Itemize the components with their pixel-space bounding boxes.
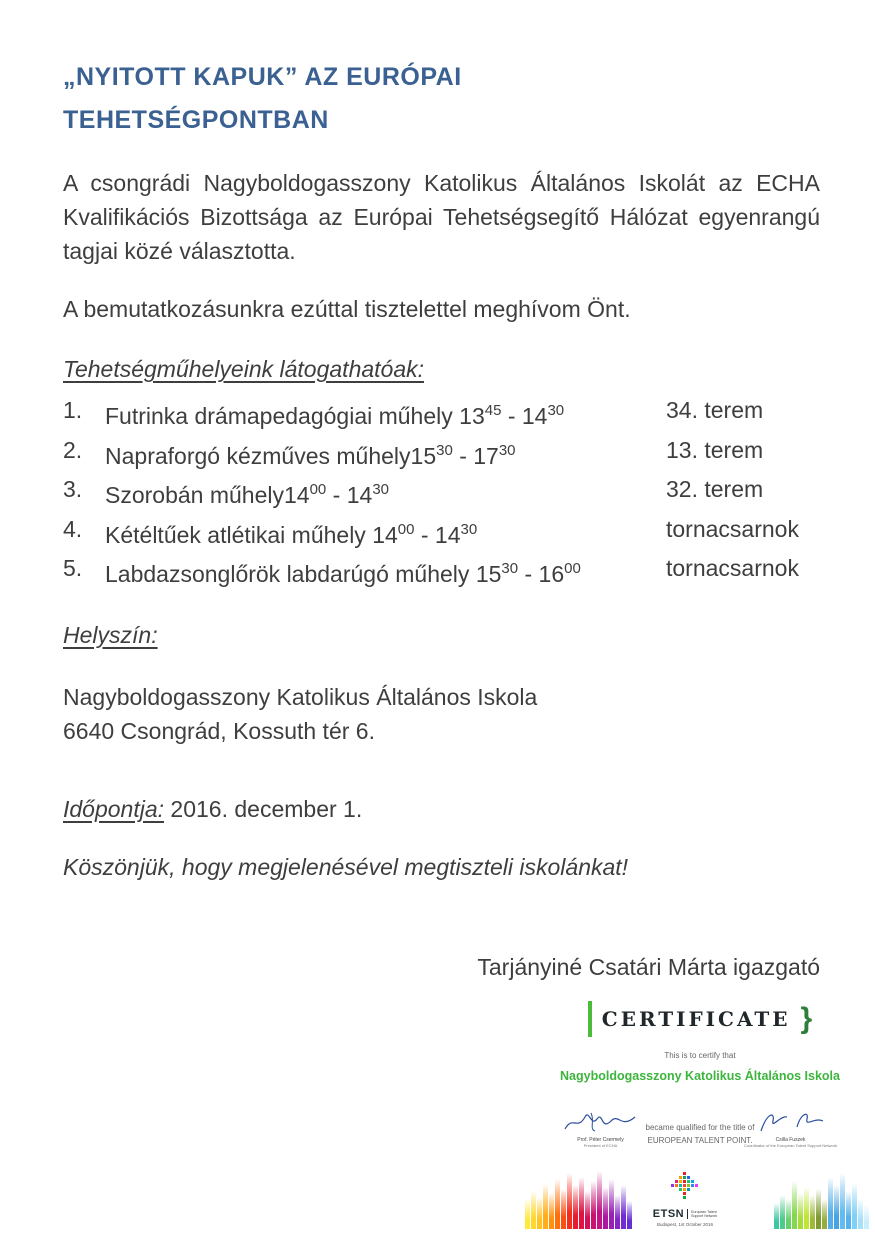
workshop-room: 13. terem bbox=[666, 436, 764, 463]
certificate-brace-icon: } bbox=[800, 1002, 813, 1035]
workshops-heading: Tehetségműhelyeink látogathatóak: bbox=[63, 356, 425, 382]
equalizer-bar bbox=[792, 1181, 797, 1229]
certificate-date-place: Budapest, 1st October 2016 bbox=[656, 1222, 714, 1227]
equalizer-bar bbox=[537, 1197, 542, 1229]
certificate-signature-right bbox=[723, 1105, 858, 1148]
document-title bbox=[63, 56, 820, 142]
workshop-list bbox=[63, 394, 820, 592]
workshop-description: Labdazsonglőrök labdarúgó műhely $15^{30} - 16^{00}$ bbox=[105, 560, 581, 587]
equalizer-bar bbox=[603, 1187, 608, 1229]
equalizer-bar bbox=[834, 1185, 839, 1229]
certificate-title: CERTIFICATE bbox=[601, 1007, 791, 1031]
etsn-logo-block bbox=[641, 1172, 729, 1227]
equalizer-bar bbox=[774, 1203, 779, 1229]
workshop-room: tornacsarnok bbox=[666, 555, 799, 581]
signature-right-name: Csilla Fuszek bbox=[775, 1137, 806, 1143]
equalizer-bar bbox=[852, 1183, 857, 1229]
location-school: Nagyboldogasszony Katolikus Általános Iskola bbox=[63, 683, 538, 710]
time-superscript: 45 bbox=[484, 402, 502, 419]
workshop-description: Szorobán $műhely14^{00} - 14^{30}$ bbox=[105, 481, 389, 508]
equalizer-bar bbox=[822, 1199, 827, 1229]
equalizer-bar bbox=[615, 1195, 620, 1229]
document-title-line2: TEHETSÉGPONTBAN bbox=[63, 106, 329, 134]
equalizer-right bbox=[774, 1173, 869, 1229]
certificate-certify-line: This is to certify that bbox=[664, 1051, 736, 1060]
certificate-title-awarded: EUROPEAN TALENT POINT. bbox=[647, 1136, 753, 1145]
equalizer-bar bbox=[555, 1179, 560, 1229]
equalizer-bar bbox=[585, 1191, 590, 1229]
time-superscript: 30 bbox=[501, 560, 519, 577]
workshop-row bbox=[63, 513, 820, 553]
workshop-number: 2. bbox=[63, 436, 83, 463]
document-content bbox=[63, 0, 820, 982]
equalizer-bar bbox=[567, 1173, 572, 1229]
time-superscript: 30 bbox=[547, 402, 565, 419]
signature-left-icon bbox=[561, 1105, 641, 1137]
etsn-wordmark-row bbox=[641, 1208, 729, 1220]
workshop-number: 5. bbox=[63, 555, 83, 581]
workshop-row bbox=[63, 394, 820, 434]
workshop-description: Napraforgó kézműves $műhely15^{30} - 17^{30}$ bbox=[105, 441, 516, 469]
workshop-room: tornacsarnok bbox=[666, 515, 799, 542]
thanks-line: Köszönjük, hogy megjelenésével megtiszteli iskolánkat! bbox=[63, 853, 629, 880]
event-date-value: 2016. december 1. bbox=[164, 795, 363, 822]
etsn-network-name: European Talent Support Network bbox=[691, 1209, 718, 1218]
location-address: 6640 Csongrád, Kossuth tér 6. bbox=[63, 717, 375, 744]
time-superscript: 00 bbox=[309, 481, 327, 498]
etsn-tree-icon bbox=[668, 1172, 702, 1202]
location-block bbox=[63, 680, 820, 748]
equalizer-bar bbox=[543, 1184, 548, 1229]
signature-right-icon bbox=[751, 1105, 831, 1137]
time-superscript: 30 bbox=[372, 481, 389, 498]
event-date-line bbox=[63, 794, 820, 824]
workshop-description: Kétéltűek atlétikai műhely $14^{00} - 14^{30}$ bbox=[105, 520, 478, 548]
equalizer-bar bbox=[864, 1205, 869, 1229]
equalizer-bar bbox=[786, 1199, 791, 1229]
workshop-row bbox=[63, 473, 820, 513]
equalizer-bar bbox=[591, 1181, 596, 1229]
time-superscript: 00 bbox=[564, 560, 581, 577]
certificate-image bbox=[525, 985, 875, 1233]
equalizer-bar bbox=[549, 1193, 554, 1229]
equalizer-bar bbox=[531, 1191, 536, 1229]
equalizer-bar bbox=[621, 1185, 626, 1229]
time-superscript: 30 bbox=[498, 441, 516, 459]
signature-left-role: President of ECHA bbox=[583, 1143, 618, 1148]
workshop-number: 4. bbox=[63, 515, 83, 542]
document-title-line1: „NYITOTT KAPUK” AZ EURÓPAI bbox=[63, 63, 462, 91]
equalizer-bar bbox=[846, 1191, 851, 1229]
equalizer-bar bbox=[525, 1199, 530, 1229]
workshop-room: 32. terem bbox=[666, 476, 764, 502]
event-date-heading: Időpontja: bbox=[63, 795, 165, 822]
time-superscript: 30 bbox=[436, 441, 453, 459]
etsn-wordmark: ETSN bbox=[652, 1208, 685, 1220]
certificate-qualified-line: became qualified for the title of bbox=[645, 1123, 755, 1132]
equalizer-bar bbox=[840, 1173, 845, 1229]
time-superscript: 30 bbox=[460, 520, 478, 538]
equalizer-bar bbox=[798, 1193, 803, 1229]
workshop-description: Futrinka drámapedagógiai műhely $13^{45} - 14^{30}$ bbox=[105, 402, 565, 429]
equalizer-bar bbox=[627, 1201, 632, 1229]
equalizer-left bbox=[525, 1171, 632, 1229]
certificate-green-bar-icon bbox=[588, 1001, 592, 1037]
equalizer-bar bbox=[858, 1199, 863, 1229]
time-superscript: 00 bbox=[397, 520, 415, 538]
equalizer-bar bbox=[780, 1195, 785, 1229]
workshop-row bbox=[63, 434, 820, 474]
intro-paragraph: A csongrádi Nagyboldogasszony Katolikus Általános Iskolát az ECHA Kvalifikációs Bizottsága az Európai Tehetségsegítő Hálózat egyenrangú tagjai közé választotta. bbox=[63, 170, 820, 264]
certificate-signature-left bbox=[543, 1105, 658, 1148]
certificate-school-name: Nagyboldogasszony Katolikus Általános Iskola bbox=[560, 1069, 840, 1083]
equalizer-bar bbox=[573, 1185, 578, 1229]
workshop-number: 3. bbox=[63, 476, 83, 502]
equalizer-bar bbox=[597, 1171, 602, 1229]
signature-left-name: Prof. Péter Csermely bbox=[577, 1137, 624, 1143]
equalizer-bar bbox=[810, 1195, 815, 1229]
invitation-paragraph: A bemutatkozásunkra ezúttal tisztelettel meghívom Önt. bbox=[63, 296, 631, 322]
equalizer-bar bbox=[816, 1189, 821, 1229]
workshop-row bbox=[63, 552, 820, 592]
workshop-room: 34. terem bbox=[666, 397, 764, 423]
etsn-divider bbox=[687, 1209, 688, 1219]
equalizer-bar bbox=[804, 1187, 809, 1229]
equalizer-bar bbox=[609, 1179, 614, 1229]
equalizer-bar bbox=[828, 1177, 833, 1229]
equalizer-bar bbox=[579, 1177, 584, 1229]
signature-right-role: Coordinator of the European Talent Support Network bbox=[743, 1143, 838, 1148]
certificate-header bbox=[525, 1001, 875, 1037]
equalizer-bar bbox=[561, 1189, 566, 1229]
location-heading: Helyszín: bbox=[63, 621, 158, 648]
signature-line: Tarjányiné Csatári Márta igazgató bbox=[477, 953, 820, 980]
workshop-number: 1. bbox=[63, 397, 83, 423]
